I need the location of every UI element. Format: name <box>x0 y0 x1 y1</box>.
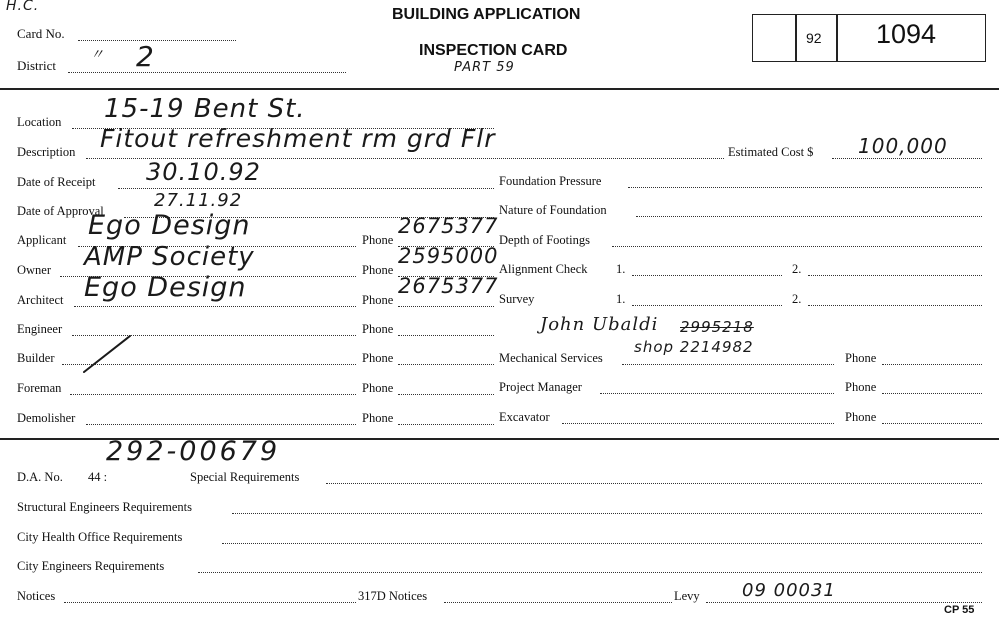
engineer-label: Engineer <box>17 322 63 336</box>
date-receipt-line <box>118 188 494 189</box>
form-code: CP 55 <box>944 604 975 616</box>
mechanical-line <box>622 364 834 365</box>
project-manager-line <box>600 393 834 394</box>
foreman-phone-label: Phone <box>362 381 394 395</box>
applicant-value: Ego Design <box>88 210 251 241</box>
builder-phone-line <box>398 364 494 365</box>
card-number-box <box>752 14 986 62</box>
architect-phone-line <box>398 306 494 307</box>
notices-line <box>64 602 356 603</box>
builder-phone-label: Phone <box>362 351 394 365</box>
demolisher-line <box>86 424 356 425</box>
architect-phone-label: Phone <box>362 293 394 307</box>
survey-line-2 <box>808 305 982 306</box>
applicant-phone-label: Phone <box>362 233 394 247</box>
alignment-check-label: Alignment Check <box>499 262 588 276</box>
contact-name: John Ubaldi <box>540 314 659 335</box>
date-receipt-label: Date of Receipt <box>17 175 96 189</box>
engineer-phone-line <box>398 335 494 336</box>
project-manager-phone-label: Phone <box>845 380 877 394</box>
date-receipt-value: 30.10.92 <box>146 158 261 186</box>
demolisher-phone-line <box>398 424 494 425</box>
district-line <box>68 72 346 73</box>
ditto-mark: 〃 <box>90 47 105 63</box>
hc-note: H.C. <box>6 0 40 14</box>
owner-phone-value: 2595000 <box>398 244 499 268</box>
excavator-phone-line <box>882 423 982 424</box>
da-no-label: D.A. No. <box>17 470 63 484</box>
box-divider-2 <box>836 14 838 62</box>
date-approval-label: Date of Approval <box>17 204 104 218</box>
survey-line-1 <box>632 305 782 306</box>
owner-value: AMP Society <box>84 242 255 272</box>
notices-317d-line <box>444 602 672 603</box>
survey-num-1: 1. <box>616 292 626 306</box>
structural-line <box>232 513 982 514</box>
alignment-line-1 <box>632 275 782 276</box>
foreman-line <box>70 394 356 395</box>
form-title: BUILDING APPLICATION <box>392 6 581 23</box>
alignment-line-2 <box>808 275 982 276</box>
demolisher-phone-label: Phone <box>362 411 394 425</box>
city-eng-label: City Engineers Requirements <box>17 559 165 573</box>
da-no-value: 44 : <box>88 470 108 484</box>
levy-line <box>706 602 982 603</box>
builder-slash-mark <box>80 330 136 376</box>
mechanical-phone-line <box>882 364 982 365</box>
estimated-cost-value: 100,000 <box>858 134 948 158</box>
depth-footings-line <box>612 246 982 247</box>
location-value: 15-19 Bent St. <box>104 94 306 124</box>
card-no-line <box>78 40 236 41</box>
applicant-phone-value: 2675377 <box>398 214 499 238</box>
architect-label: Architect <box>17 293 64 307</box>
alignment-num-2: 2. <box>792 262 802 276</box>
alignment-num-1: 1. <box>616 262 626 276</box>
box-number: 1094 <box>876 19 937 49</box>
description-label: Description <box>17 145 76 159</box>
architect-value: Ego Design <box>84 272 247 303</box>
depth-footings-label: Depth of Footings <box>499 233 590 247</box>
special-line <box>326 483 982 484</box>
excavator-label: Excavator <box>499 410 550 424</box>
owner-label: Owner <box>17 263 52 277</box>
mechanical-phone-label: Phone <box>845 351 877 365</box>
nature-foundation-label: Nature of Foundation <box>499 203 607 217</box>
survey-label: Survey <box>499 292 535 306</box>
health-label: City Health Office Requirements <box>17 530 183 544</box>
foundation-pressure-label: Foundation Pressure <box>499 174 602 188</box>
city-eng-line <box>198 572 982 573</box>
district-value: 2 <box>136 40 155 73</box>
estimated-cost-label: Estimated Cost $ <box>728 145 814 159</box>
nature-foundation-line <box>636 216 982 217</box>
contact-old-phone: 2995218 <box>680 318 754 336</box>
location-label: Location <box>17 115 62 129</box>
da-handwritten: 292-00679 <box>106 436 281 467</box>
form-subtitle: INSPECTION CARD <box>419 42 568 59</box>
engineer-phone-label: Phone <box>362 322 394 336</box>
date-approval-value: 27.11.92 <box>154 190 243 211</box>
foreman-phone-line <box>398 394 494 395</box>
project-manager-phone-line <box>882 393 982 394</box>
box-divider-1 <box>795 14 797 62</box>
project-manager-label: Project Manager <box>499 380 582 394</box>
part-note: PART 59 <box>454 60 515 75</box>
description-value: Fitout refreshment rm grd Flr <box>100 124 496 153</box>
mechanical-value: shop 2214982 <box>634 338 754 356</box>
box-code: 92 <box>806 30 822 46</box>
foreman-label: Foreman <box>17 381 62 395</box>
applicant-label: Applicant <box>17 233 67 247</box>
architect-phone-value: 2675377 <box>398 274 499 298</box>
notices-label: Notices <box>17 589 56 603</box>
excavator-line <box>562 423 834 424</box>
architect-line <box>74 306 356 307</box>
builder-label: Builder <box>17 351 55 365</box>
levy-label: Levy <box>674 589 700 603</box>
top-rule <box>0 88 999 90</box>
estimated-cost-line <box>832 158 982 159</box>
demolisher-label: Demolisher <box>17 411 76 425</box>
district-label: District <box>17 58 56 73</box>
card-no-label: Card No. <box>17 26 65 41</box>
excavator-phone-label: Phone <box>845 410 877 424</box>
health-line <box>222 543 982 544</box>
structural-label: Structural Engineers Requirements <box>17 500 192 514</box>
mechanical-label: Mechanical Services <box>499 351 603 365</box>
notices-317d-label: 317D Notices <box>358 589 428 603</box>
owner-phone-label: Phone <box>362 263 394 277</box>
special-label: Special Requirements <box>190 470 300 484</box>
foundation-pressure-line <box>628 187 982 188</box>
levy-value: 09 00031 <box>742 580 836 601</box>
survey-num-2: 2. <box>792 292 802 306</box>
